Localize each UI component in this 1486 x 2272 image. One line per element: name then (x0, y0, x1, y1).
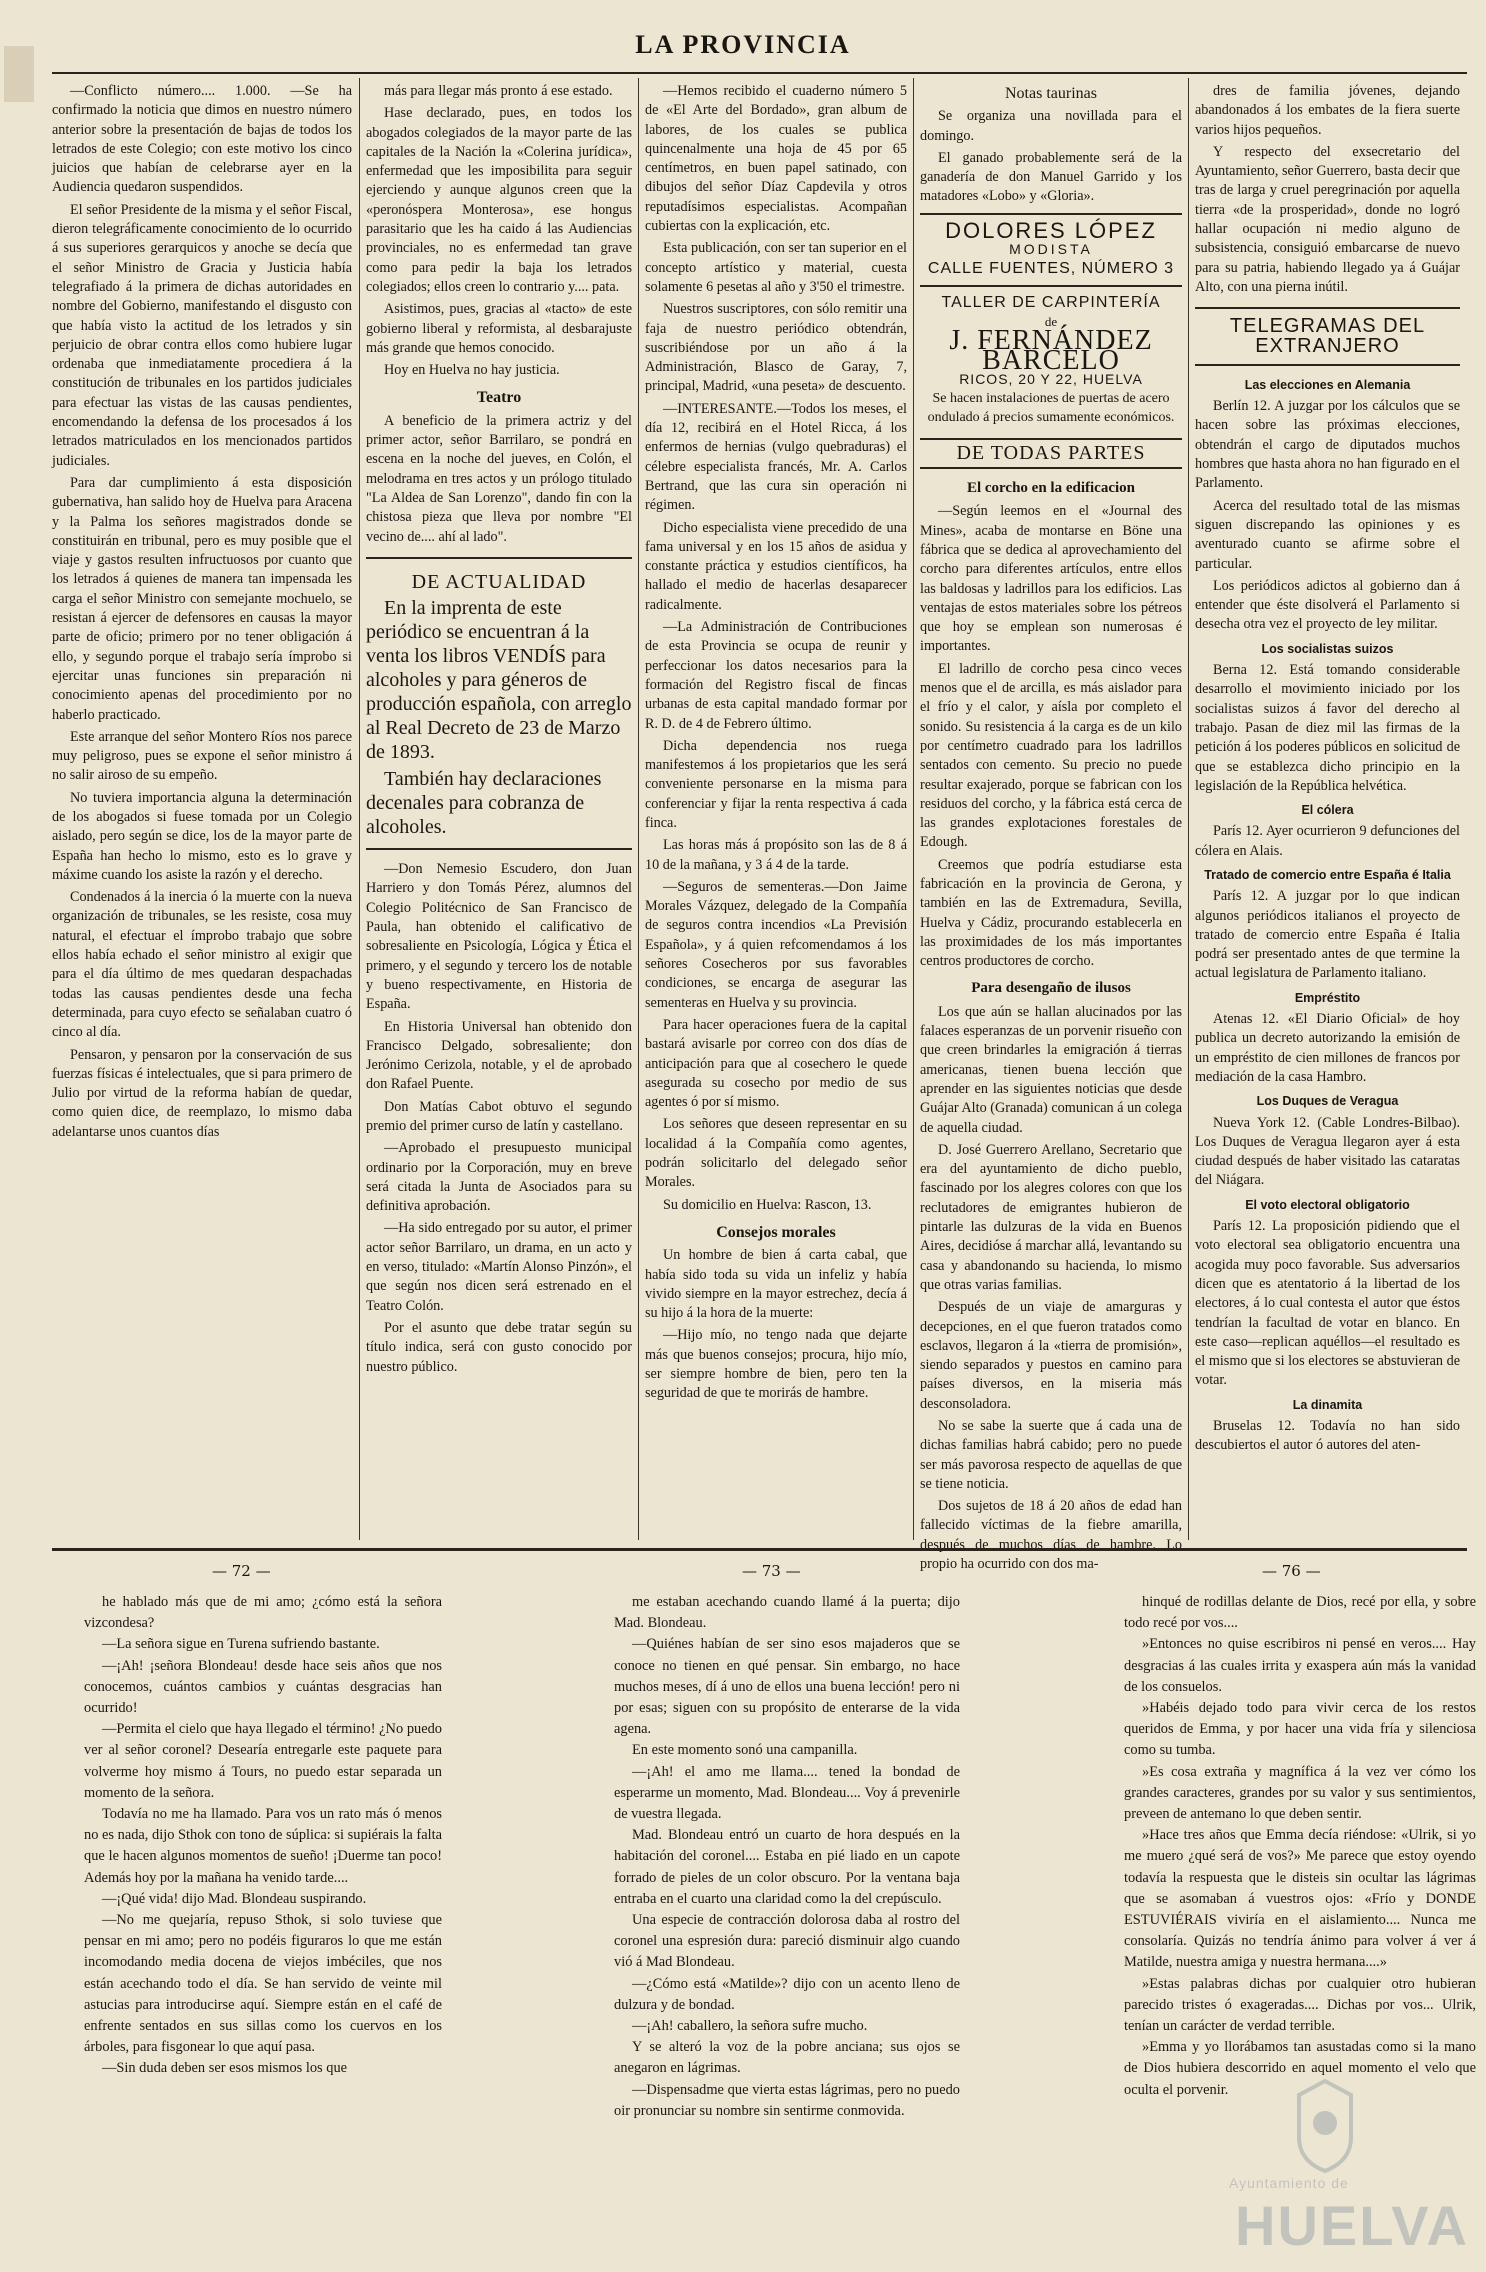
section-heading-telegramas: TELEGRAMAS DEL EXTRANJERO (1229, 315, 1426, 357)
serial-paragraph: —¡Ah! ¡señora Blondeau! desde hace seis años que nos conocemos, cuántos cambios y cuántas desgracias han ocurrido! (84, 1657, 442, 1717)
telegram-text: Bruselas 12. Todavía no han sido descubiertos el autor ó autores del aten- (1195, 1418, 1460, 1454)
article-paragraph: Los señores que deseen representar en su localidad á la Compañía como agentes, podrán solicitarlo del delegado señor Morales. (645, 1116, 907, 1191)
telegram-heading: Tratado de comercio entre España é Italia (1204, 867, 1451, 882)
ad-de: de (1044, 313, 1058, 329)
serial-paragraph: —¡Ah! el amo me llama.... tened la bondad de esperarme un momento, Mad. Blondeau.... Voy á prevenirle de vuestra llegada. (614, 1763, 960, 1823)
article-paragraph: Se organiza una novillada para el domingo. (920, 108, 1182, 144)
telegram-heading: El voto electoral obligatorio (1245, 1197, 1410, 1212)
serial-paragraph: —Sin duda deben ser esos mismos los que (102, 2060, 348, 2077)
ad-subtitle: MODISTA (1009, 241, 1093, 258)
serial-paragraph: me estaban acechando cuando llamé á la puerta; dijo Mad. Blondeau. (614, 1594, 960, 1632)
top-rule (52, 72, 1467, 74)
ad-name: DOLORES LÓPEZ (945, 217, 1157, 243)
telegram-list (1195, 376, 1460, 1456)
section-heading-corcho: El corcho en la edificacion (966, 480, 1136, 497)
article-paragraph: —Aprobado el presupuesto municipal ordinario por la Corporación, muy en breve será citada la Junta de Asociados para su definitiva aprobación. (366, 1140, 632, 1215)
article-paragraph: Dicho especialista viene precedido de una fama universal y en los 15 años de asidua y constante práctica y estudios científicos, ha hallado el medio de hacerlas desaparecer radicalmente. (645, 519, 907, 613)
telegram-heading: La dinamita (1292, 1397, 1363, 1412)
column-5 (1195, 82, 1460, 1537)
serial-paragraph: —¡Qué vida! dijo Mad. Blondeau suspirando. (102, 1890, 367, 1907)
telegram-heading: Los socialistas suizos (1261, 641, 1394, 656)
ad-subtitle: TALLER DE CARPINTERÍA (941, 293, 1161, 311)
section-heading-taurinas: Notas taurinas (1005, 85, 1097, 102)
serial-paragraph: —No me quejaría, repuso Sthok, si solo tuviese que pensar en mi amo; pero no podéis figuraros lo que me están incomodando media docena de viejos imbéciles, que nos están acechando todo el día. Se han servido de veinte mil astucias para introducirse aquí. Siempre están en el café de enfrente sentados en sus sillas como los cuervos en los árboles, para fisgonear lo que aquí pasa. (84, 1912, 442, 2056)
telegram-text: París 12. La proposición pidiendo que el voto electoral sea obligatorio encuentra una acogida muy poco favorable. Sus adversarios dicen que es atentatorio á la libertad de los electores, á lo cual contesta el autor que éstos tendrían la facultad de votar en blanco. En este caso—replican aquéllos—el resultado es el mismo que si los electores se abstuvieran de votar. (1195, 1218, 1460, 1389)
article-paragraph: Dos sujetos de 18 á 20 años de edad han fallecido víctimas de la fiebre amarilla, después de muchos días de hambre. Lo propio ha ocurrido con dos ma- (920, 1498, 1182, 1573)
article-paragraph: El ganado probablemente será de la ganadería de don Manuel Garrido y los matadores «Lobo» y «Gloria». (920, 149, 1182, 205)
article-paragraph: En Historia Universal han obtenido don Francisco Delgado, sobresaliente; don Jerónimo Cerizola, notable, y el de aprobado don Rafael Puente. (366, 1018, 632, 1093)
serial-paragraph: hinqué de rodillas delante de Dios, recé por ella, y sobre todo recé por vos.... (1124, 1594, 1476, 1632)
serial-paragraph: —¿Cómo está «Matilde»? dijo con un acento lleno de dulzura y de bondad. (614, 1975, 960, 2013)
article-paragraph: —La Administración de Contribuciones de esta Provincia se ocupa de reunir y perfeccionar los datos necesarios para la formación del Registro fiscal de fincas urbanas de esta capital mandado formar por R. D. de 4 de Febrero último. (645, 619, 907, 732)
fold-rule (52, 1548, 1467, 1551)
serial-paragraph: »Es cosa extraña y magnífica á la vez ver cómo los grandes caracteres, grandes por su valor y sus sentimientos, preveen de antemano lo que deben sentir. (1124, 1763, 1476, 1823)
telegram-heading: Las elecciones en Alemania (1244, 377, 1411, 392)
telegram-text: Nueva York 12. (Cable Londres-Bilbao). Los Duques de Veragua llegaron ayer á esta ciudad después de haber visitado las cataratas del Niágara. (1195, 1114, 1460, 1189)
article-paragraph: Condenados á la inercia ó la muerte con la nueva organización de tribunales, se les resiste, cosa muy natural, el efectuar el ímprobo trabajo que sobre ellos había echado el señor ministro al exigir que para el día último de mes quedaran despachadas todas las causas pendientes desde una fecha determinada, para cuyo efecto se señalaban cuatro ó cinco al día. (52, 889, 352, 1041)
article-paragraph: —Seguros de sementeras.—Don Jaime Morales Vázquez, delegado de la Compañía de seguros contra incendios «La Previsión Española», y á quien refcomendamos á los señores Cosecheros por sus favorables condiciones, se encarga de asegurar las sementeras en Huelva y su provincia. (645, 878, 907, 1011)
column-2 (366, 82, 632, 1537)
serial-paragraph: »Entonces no quise escribiros ni pensé en veros.... Hay desgracias á las cuales irrita y exaspera aún más la vanidad de los consuelos. (1124, 1636, 1476, 1695)
serial-paragraph: —Dispensadme que vierta estas lágrimas, pero no puedo oir pronunciar su nombre sin sentirme conmovida. (614, 2081, 960, 2119)
serial-paragraph: Mad. Blondeau entró un cuarto de hora después en la habitación del coronel.... Estaba en pié liado en un capote forrado de pieles de un color obscuro. Por la ventana baja entraba en el cuarto una claridad como la del crepúsculo. (614, 1827, 960, 1907)
article-paragraph: Esta publicación, con ser tan superior en el concepto artístico y material, cuesta solamente 6 pesetas al año y 3'50 el trimestre. (645, 240, 907, 295)
article-paragraph: El señor Presidente de la misma y el señor Fiscal, dieron telegráficamente conocimiento de lo ocurrido á sus superiores gerarquicos y anoche se decía que el señor Ministro de Gracia y Justicia había telegrafiado á la primera de dichas autoridades en nombre del Gobierno, manifestando el disgusto con que había visto la actitud de los letrados y sin perjuicio de obrar contra ellos como hubiere lugar ordenaba que inmediatamente procediera á la constitución de tribunales en los partidos judiciales para efectuar las vistas de las causas pendientes, encomendando la defensa de los procesados á los letrados matriculados en los mencionados partidos judiciales. (52, 201, 352, 469)
masthead-title: LA PROVINCIA (635, 30, 851, 59)
article-paragraph: No tuviera importancia alguna la determinación de los abogados si fuese tomada por un Colegio aislado, pero según se dice, los de la mayor parte de España han hecho lo mismo, esto es lo grave y máxime cuando los asiste la razón y el derecho. (52, 789, 352, 883)
article-paragraph: Dicha dependencia nos ruega manifestemos á los propietarios que les será conveniente personarse en la misma para conferenciar y fijar la renta respectiva á cada finca. (645, 737, 907, 831)
telegram-heading: El cólera (1301, 803, 1354, 818)
archive-watermark (1175, 2075, 1475, 2265)
section-heading-partes: DE TODAS PARTES (956, 441, 1146, 464)
actualidad-text: En la imprenta de este periódico se encuentran á la venta los libros VENDÍS para alcoholes y para géneros de producción española, con arreglo al Real Decreto de 23 de Marzo de 1893. (366, 597, 632, 764)
article-paragraph: —Ha sido entregado por su autor, el primer actor señor Barrilaro, un drama, en un acto y en verso, titulado: «Martín Alonso Pinzón», el que según nos dicen será estrenado en el Teatro Colón. (366, 1220, 632, 1314)
page-number-73: — 73 — (742, 1562, 801, 1580)
column-1 (52, 82, 352, 1537)
article-paragraph: No se sabe la suerte que á cada una de dichas familias habrá cabido; pero no puede ser más pavorosa respecto de aquellas de que se tiene noticia. (920, 1418, 1182, 1492)
telegram-heading: Empréstito (1294, 990, 1361, 1005)
article-paragraph: Hoy en Huelva no hay justicia. (384, 362, 560, 379)
article-paragraph: más para llegar más pronto á ese estado. (384, 83, 613, 99)
article-paragraph: Su domicilio en Huelva: Rascon, 13. (663, 1196, 872, 1213)
page-number-72: — 72 — (212, 1562, 271, 1580)
serial-column-1 (84, 1592, 442, 2232)
article-paragraph: Después de un viaje de amarguras y decepciones, en el que fueron tratados como esclavos, llegaron á la «tierra de promisión», siendo separados y puestos en camino para países diversos, en la miseria más desconsoladora. (920, 1299, 1182, 1412)
article-paragraph: dres de familia jóvenes, dejando abandonados á los embates de la fiera suerte varios hijos pequeños. (1195, 83, 1460, 138)
serial-paragraph: —¡Ah! caballero, la señora sufre mucho. (632, 2018, 868, 2035)
article-paragraph: Los que aún se hallan alucinados por las falaces esperanzas de un porvenir risueño con que creen brindarles la emigración á tierras americanas, tienen buena lección que aprender en las siguientes noticias que desde Guájar Alto (Granada) comunican á un colega de aquella ciudad. (920, 1003, 1182, 1136)
serial-paragraph: Una especie de contracción dolorosa daba al rostro del coronel una espresión dura: pareció disminuir algo cuando vió á Mad Blondeau. (614, 1912, 960, 1971)
actualidad-text: También hay declaraciones decenales para cobranza de alcoholes. (366, 768, 602, 839)
column-divider (913, 78, 914, 1540)
watermark-title: HUELVA (1235, 2194, 1469, 2257)
column-3 (645, 82, 907, 1537)
article-paragraph: —Hemos recibido el cuaderno número 5 de «El Arte del Bordado», gran album de labores, de los cuales se publica quincenalmente una hoja de 45 por 65 centímetros, en buen papel satinado, con dibujos del señor Díaz Capdevila y otros reputadísimos especialistas. Acompañan cubiertas con la explicación, etc. (645, 83, 907, 235)
article-paragraph: Don Matías Cabot obtuvo el segundo premio del primer curso de latín y castellano. (366, 1098, 632, 1134)
article-paragraph: —Hijo mío, no tengo nada que dejarte más que buenos consejos; procura, hijo mío, ser siempre hombre de bien, pero ten la seguridad de que te morirás de hambre. (645, 1327, 907, 1402)
article-paragraph: Para hacer operaciones fuera de la capital bastará avisarle por correo con dos días de anticipación para que al cosechero le quede asegurada su cosecho por medio de sus agentes ó por sí mismo. (645, 1016, 907, 1111)
partes-header (920, 438, 1182, 469)
section-heading-consejos: Consejos morales (716, 1223, 836, 1241)
telegram-text: París 12. Ayer ocurrieron 9 defunciones del cólera en Alais. (1195, 823, 1460, 859)
column-divider (638, 78, 639, 1540)
telegram-text: Acerca del resultado total de las mismas siguen discrepando las opiniones y es aventurado cuanto se afirme sobre el particular. (1195, 497, 1460, 572)
ad-dolores-lopez (920, 213, 1182, 287)
serial-paragraph: Todavía no me ha llamado. Para vos un rato más ó menos no es nada, dijo Sthok con tono de súplica: si supiérais la falta que le hacen algunos momentos de sueño! ¡Duerme tan poco! Además hoy por la mañana ha venido tarde.... (84, 1806, 442, 1886)
article-paragraph: Nuestros suscriptores, con sólo remitir una faja de nuestro periódico obtendrán, suscribiéndose por un año á la Administración, Blasco de Garay, 7, principal, Madrid, «una peseta» de descuento. (645, 301, 907, 395)
telegram-text: París 12. A juzgar por lo que indican algunos periódicos italianos el proyecto de tratado de comercio entre España é Italia podrá ser presentado antes de que termine la actual legislatura de Parlamento italiano. (1195, 888, 1460, 982)
article-paragraph: A beneficio de la primera actriz y del primer actor, señor Barrilaro, se pondrá en escena en la noche del jueves, en Colón, el melodrama en tres actos y un prólogo titulado "La Aldea de San Lorenzo", dando fin con la chistosa pieza que lleva por nombre "El vecino de.... ahí al lado". (366, 412, 632, 545)
serial-paragraph: Y se alteró la voz de la pobre anciana; sus ojos se anegaron en lágrimas. (614, 2039, 960, 2077)
article-paragraph: Asistimos, pues, gracias al «tacto» de este gobierno liberal y reformista, al desbarajuste más grande que hemos conocido. (366, 301, 632, 356)
column-divider (1188, 78, 1189, 1540)
ad-note: Se hacen instalaciones de puertas de acero ondulado á precios sumamente económicos. (927, 391, 1175, 426)
article-paragraph: —Según leemos en el «Journal des Mines», acaba de montarse en Böne una fábrica que se dedica al aprovechamiento del corcho para diferentes artículos, entre ellos las baldosas y ladrillos para los edificios. Las ventajas de estos materiales sobre los pétreos que hoy se emplean son numerosas é importantes. (920, 503, 1182, 655)
telegram-text: Berlín 12. A juzgar por los cálculos que se hacen sobre las próximas elecciones, obtendrán el cargo de diputados muchos hombres que hasta ahora no han figurado en el Parlamento. (1195, 398, 1460, 492)
serial-paragraph: »Emma y yo llorábamos tan asustadas como si la mano de Dios hubiera descorrido en aquel momento el velo que oculta el porvenir. (1124, 2039, 1476, 2098)
page-number-76: — 76 — (1262, 1562, 1321, 1580)
section-heading-desengano: Para desengaño de ilusos (971, 980, 1131, 997)
watermark-caption: Ayuntamiento de (1229, 2175, 1349, 2191)
section-heading-actualidad: DE ACTUALIDAD (411, 570, 587, 593)
ad-name: J. FERNÁNDEZ BARCELÓ (949, 325, 1153, 376)
serial-paragraph: —Permita el cielo que haya llegado el término! ¿No puedo ver al señor coronel? Desearía entregarle este paquete para volverme hoy mismo á Tours, no puedo estar separada un momento de la señora. (84, 1721, 442, 1801)
article-paragraph: Para dar cumplimiento á esta disposición gubernativa, han salido hoy de Huelva para Aracena y la Palma los señores magistrados donde se constituirán en tribunal, pero es muy posible que el viaje y gastos resulten infructuosos por cuanto que los letrados á quienes de manera tan impensada les carga el señor Ministro con semejante mochuelo, se resistan á ejercer de defensores en causas la mayor parte de oficio; primero por no tener obligación á ello, y segundo porque el trabajo sería ímprobo si ejercitar unas funciones sin preparación ni conocimiento apenas del procedimiento por no haberlo practicado. (52, 474, 352, 723)
telegramas-header (1195, 307, 1460, 366)
article-paragraph: Pensaron, y pensaron por la conservación de sus fuerzas físicas é intelectuales, que si para primero de Julio por virtud de la reforma habían de quedar, como quien dice, de reemplazo, lo mismo daba adelantarse unos cuantos días (52, 1046, 352, 1140)
ad-fernandez-barcelo (920, 293, 1182, 428)
serial-paragraph: »Habéis dejado todo para vivir cerca de los restos queridos de Emma, y por hacer una vida fría y silenciosa como su tumba. (1124, 1700, 1476, 1759)
serial-paragraph: »Estas palabras dichas por cualquier otro hubieran parecido tristes ó exageradas.... Dichas por vos... Ulrik, tenían un carácter de verdad terrible. (1124, 1975, 1476, 2035)
article-paragraph: —INTERESANTE.—Todos los meses, el día 12, recibirá en el Hotel Ricca, á los enfermos de hernias (vulgo quebraduras) el célebre especialista francés, Mr. A. Carlos Bertrand, que las cura sin operación ni régimen. (645, 400, 907, 514)
article-paragraph: Creemos que podría estudiarse esta fabricación en la provincia de Gerona, y también en las de Extremadura, Sevilla, Huelva y Cádiz, procurando establecerla en las proximidades de los más importantes centros productores de corcho. (920, 856, 1182, 970)
article-paragraph: Por el asunto que debe tratar según su título indica, será con gusto conocido por nuestro público. (366, 1319, 632, 1375)
telegram-text: Los periódicos adictos al gobierno dan á entender que éste disolverá el Parlamento si desecha otra vez el proyecto de ley militar. (1195, 577, 1460, 633)
serial-paragraph: —Quiénes habían de ser sino esos majaderos que se conoce no tienen en qué pensar. Sin embargo, no hace muchos meses, dí á uno de ellos una buena lección! pero ni por esas; siguen con su propósito de enterarse de la vida agena. (614, 1636, 960, 1738)
actualidad-box (366, 557, 632, 850)
article-paragraph: —Don Nemesio Escudero, don Juan Harriero y don Tomás Pérez, alumnos del Colegio Politécnico de San Francisco de Paula, han obtenido el calificativo de sobresaliente en Psicología, Lógica y Ética el primero, y el segundo y tercero los de notable y bueno respectivamente, en Historia de España. (366, 861, 632, 1013)
telegram-text: Atenas 12. «El Diario Oficial» de hoy publica un decreto autorizando la emisión de un empréstito de cien millones de francos por mediación de la casa Hambro. (1195, 1011, 1460, 1085)
article-paragraph: Y respecto del exsecretario del Ayuntamiento, señor Guerrero, basta decir que tras de larga y cruel peregrinación por aquella tierra «de la prosperidad», donde no logró hallar ocupación ni medio alguno de subsistencia, consiguió embarcarse de nuevo para su patria, habiendo llegado ya á Guájar Alto, con una pierna inútil. (1195, 143, 1460, 295)
article-paragraph: D. José Guerrero Arellano, Secretario que era del ayuntamiento de dicho pueblo, fascinado por los alegres colores con que los reclutadores de emigrantes hubieron de pintarle las dulzuras de la vida en Buenos Aires, decidióse á marchar allá, levantando su casa y abandonando su hacienda, lo mismo que otras varias familias. (920, 1141, 1182, 1293)
ad-address: CALLE FUENTES, NÚMERO 3 (927, 260, 1175, 278)
ad-address: RICOS, 20 Y 22, HUELVA (959, 370, 1143, 387)
serial-paragraph: he hablado más que de mi amo; ¿cómo está la señora vizcondesa? (84, 1594, 442, 1632)
page-edge-mark (0, 40, 46, 108)
column-4 (920, 82, 1182, 1573)
article-paragraph: El ladrillo de corcho pesa cinco veces menos que el de arcilla, es más aislador para el frío y el calor, y aísla por completo el sonido. Su resistencia á la carga es de un kilo por centímetro cuadrado para los ladrillos sentados con cemento. Su precio no puede resultar exajerado, porque se fabrican con los residuos del corcho, y la fábrica está cerca de las grandes explotaciones forestales de Edough. (920, 660, 1182, 851)
section-heading-teatro: Teatro (476, 389, 522, 407)
serial-paragraph: »Hace tres años que Emma decía riéndose: «Ulrik, si yo me muero ¿qué será de vos?» Me parece que estoy oyendo todavía la respuesta que le disteis sin ocultar las lágrimas que se asomaban á vuestros ojos: «Frío y DONDE ESTUVIÉRAIS viviría en el aislamiento.... Nunca me consolaría. Quizás no tendría ánimo para volver á ver á Matilde, nuestra amiga y nuestra hermana....» (1124, 1827, 1476, 1971)
serial-paragraph: —La señora sigue en Turena sufriendo bastante. (102, 1636, 380, 1653)
article-paragraph: Este arranque del señor Montero Ríos nos parece muy peligroso, pues se expone el señor ministro á no salir airoso de su empeño. (52, 728, 352, 784)
telegram-text: Berna 12. Está tomando considerable desarrollo el movimiento iniciado por los socialistas suizos á favor del derecho al trabajo. Pasan de diez mil las firmas de la petición á los poderes públicos en solicitud de que se establezca dicho principio en la legislación de la República helvética. (1195, 662, 1460, 794)
telegram-heading: Los Duques de Veragua (1256, 1094, 1399, 1109)
article-paragraph: —Conflicto número.... 1.000. —Se ha confirmado la noticia que dimos en nuestro número anterior sobre la presentación de bajas de todos los letrados de este Colegio; con este motivo los cinco juicios que habían de celebrarse ayer en la Audiencia quedaron suspendidos. (52, 83, 352, 196)
article-paragraph: Las horas más á propósito son las de 8 á 10 de la mañana, y 3 á 4 de la tarde. (645, 837, 907, 873)
article-paragraph: Hase declarado, pues, en todos los abogados colegiados de la mayor parte de las capitales de la Nación la «Colerina jurídica», enfermedad que les imposibilita para seguir ejerciendo y aunque algunos creen que la «peronóspera Monterosa», ese hongus parasitario que les ha caido á las Audiencias provinciales, no es enfermedad tan grave como para pedir la baja los letrados colegiados; ellos creen lo contrario y.... pata. (366, 105, 632, 295)
column-divider (359, 78, 360, 1540)
serial-paragraph: En este momento sonó una campanilla. (632, 1742, 858, 1759)
serial-column-2 (614, 1592, 960, 2232)
article-paragraph: Un hombre de bien á carta cabal, que había sido toda su vida un infeliz y había vivido siempre en la mayor estrechez, decía á su hijo á la hora de la muerte: (645, 1247, 907, 1322)
